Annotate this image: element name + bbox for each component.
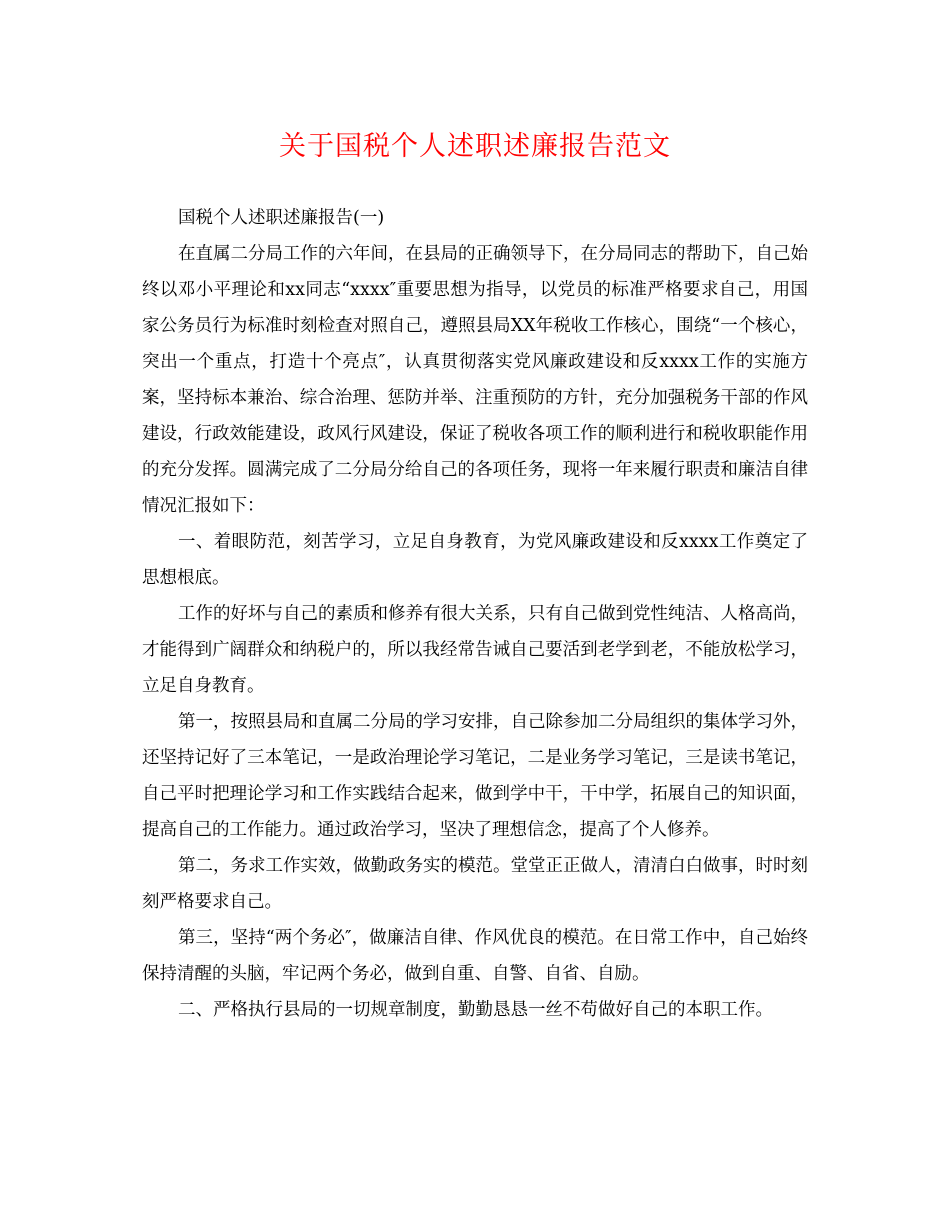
paragraph-point-one: 一、着眼防范，刻苦学习，立足自身教育，为党风廉政建设和反xxxx工作奠定了思想根底。 [142, 532, 808, 588]
paragraph-intro: 在直属二分局工作的六年间，在县局的正确领导下，在分局同志的帮助下，自己始终以邓小平理论和xx同志“xxxx″重要思想为指导，以党员的标准严格要求自己，用国家公务员行为标准时刻检查对照自己，遵照县局XX年税收工作核心，围绕“一个核心，突出一个重点，打造十个亮点″，认真贯彻落实党风廉政建设和反xxxx工作的实施方案，坚持标本兼治、综合治理、惩防并举、注重预防的方针，充分加强税务干部的作风建设，行政效能建设，政风行风建设，保证了税收各项工作的顺利进行和税收职能作用的充分发挥。圆满完成了二分局分给自己的各项任务，现将一年来履行职责和廉洁自律情况汇报如下： [142, 244, 808, 516]
paragraph-third: 第三，坚持“两个务必″，做廉洁自律、作风优良的模范。在日常工作中，自己始终保持清醒的头脑，牢记两个务必，做到自重、自警、自省、自励。 [142, 928, 808, 984]
paragraph-section-heading: 国税个人述职述廉报告(一) [178, 208, 385, 228]
paragraph-point-two: 二、严格执行县局的一切规章制度，勤勤恳恳一丝不苟做好自己的本职工作。 [178, 1000, 773, 1020]
paragraph-quality: 工作的好坏与自己的素质和修养有很大关系，只有自己做到党性纯洁、人格高尚，才能得到广阔群众和纳税户的，所以我经常告诫自己要活到老学到老，不能放松学习，立足自身教育。 [142, 604, 808, 696]
paragraph-second: 第二，务求工作实效，做勤政务实的模范。堂堂正正做人，清清白白做事，时时刻刻严格要求自己。 [142, 856, 808, 912]
paragraph-first: 第一，按照县局和直属二分局的学习安排，自己除参加二分局组织的集体学习外，还坚持记好了三本笔记，一是政治理论学习笔记，二是业务学习笔记，三是读书笔记，自己平时把理论学习和工作实践结合起来，做到学中干，干中学，拓展自己的知识面，提高自己的工作能力。通过政治学习，坚决了理想信念，提高了个人修养。 [142, 712, 808, 840]
document-title: 关于国税个人述职述廉报告范文 [279, 131, 671, 162]
document-body [142, 200, 808, 1028]
